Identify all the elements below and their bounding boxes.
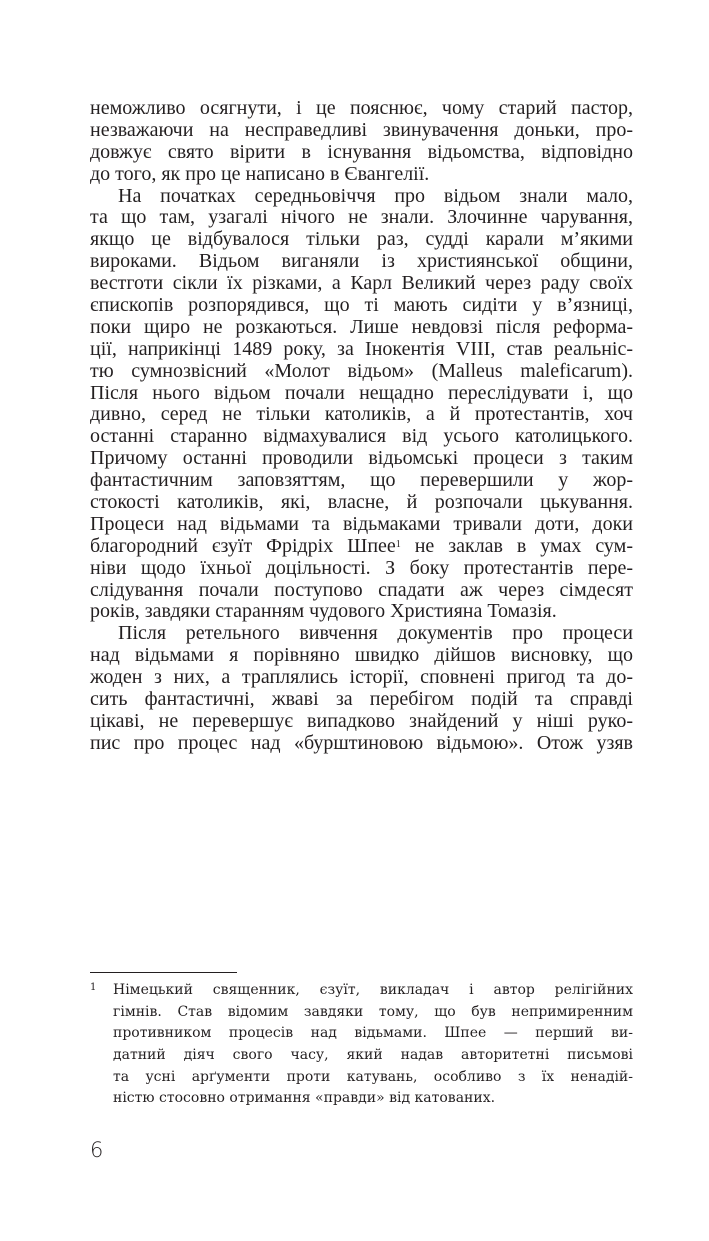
footnote-marker: 1 (90, 982, 97, 993)
text-line: років, завдяки старанням чудового Християна Томазія. (90, 600, 557, 623)
text-line: та що там, узагалі нічого не знали. Злочинне чарування, (90, 206, 633, 229)
footnote-divider (90, 972, 237, 973)
text-line: Після ретельного вивчення документів про процеси (118, 622, 633, 645)
text-line: дивно, серед не тільки католиків, а й протестантів, хоч (90, 403, 633, 426)
text-line: довжує свято вірити в існування відьомства, відповідно (90, 140, 633, 163)
text-span: не заклав в умах сум- (400, 534, 633, 557)
text-line: цікаві, не перевершує випадково знайдений у ніші руко- (90, 709, 633, 732)
text-line: Причому останні проводили відьомські процеси з таким (90, 447, 633, 470)
text-line: сить фантастичні, жваві за перебігом подій та справді (90, 688, 633, 711)
text-line: фантастичним заповзяттям, що перевершили у жор- (90, 469, 633, 492)
footnote-line: гімнів. Став відомим завдяки тому, що був непримиренним (113, 1003, 633, 1020)
footnote-line: Німецький священник, єзуїт, викладач і автор релігійних (113, 982, 633, 998)
text-line: над відьмами я порівняно швидко дійшов висновку, що (90, 644, 633, 667)
text-line: якщо це відбувалося тільки раз, судді карали м’якими (90, 228, 633, 251)
text-line: неможливо осягнути, і це пояснює, чому старий пастор, (90, 97, 633, 119)
footnote-reference[interactable]: 1 (395, 538, 401, 550)
text-span: благородний єзуїт Фрідріх Шпее (90, 534, 396, 557)
text-line: ції, наприкінці 1489 року, за Інокентія VIII, став реальніс- (90, 337, 633, 360)
footnote-line: ністю стосовно отримання «правди» від катованих. (113, 1090, 496, 1107)
text-line: Після нього відьом почали нещадно переслідувати і, що (90, 381, 633, 404)
paragraph-2 (90, 186, 633, 624)
footnote-line: та усні арґументи проти катувань, особливо з їх ненадій- (113, 1068, 633, 1085)
text-line: пис про процес над «бурштиновою відьмою». Отож узяв (90, 731, 633, 754)
footnote (90, 980, 633, 1110)
text-line: жоден з них, а траплялись історії, сповнені пригод та до- (90, 666, 633, 689)
text-line: незважаючи на несправедливі звинувачення доньки, про- (90, 118, 633, 141)
footnote-line: противником процесів над відьмами. Шпее — перший ви- (113, 1025, 633, 1042)
text-line: останні старанно відмахувалися від усього католицького. (90, 425, 633, 448)
text-line: слідування почали поступово спадати аж через сімдесят (90, 578, 633, 601)
footnote-body (113, 980, 633, 1110)
page-number: 6 (90, 1138, 104, 1162)
text-line: вироками. Відьом виганяли із християнської общини, (90, 250, 633, 273)
text-line: ніви щодо їхньої доцільності. З боку протестантів пере- (90, 556, 633, 579)
text-line: вестготи сікли їх різками, а Карл Великий через раду своїх (90, 272, 633, 295)
text-line: поки щиро не розкаються. Лише невдовзі після реформа- (90, 315, 633, 338)
text-line: до того, як про це написано в Євангелії. (90, 162, 430, 185)
text-line-with-footnote (90, 536, 633, 558)
text-line: стокості католиків, які, власне, й розпочали цькування. (90, 491, 633, 514)
text-line: Процеси над відьмами та відьмаками тривали доти, доки (90, 512, 633, 535)
paragraph-3 (90, 623, 633, 754)
text-line: На початках середньовіччя про відьом знали мало, (118, 184, 633, 207)
paragraph-1 (90, 98, 633, 186)
text-line: єпископів розпорядився, що ті мають сидіти у в’язниці, (90, 294, 633, 317)
text-line: тю сумнозвісний «Молот відьом» (Malleus maleficarum). (90, 359, 633, 382)
body-text (90, 98, 633, 755)
footnote-line: датний діяч свого часу, який надав авторитетні письмові (113, 1047, 633, 1064)
